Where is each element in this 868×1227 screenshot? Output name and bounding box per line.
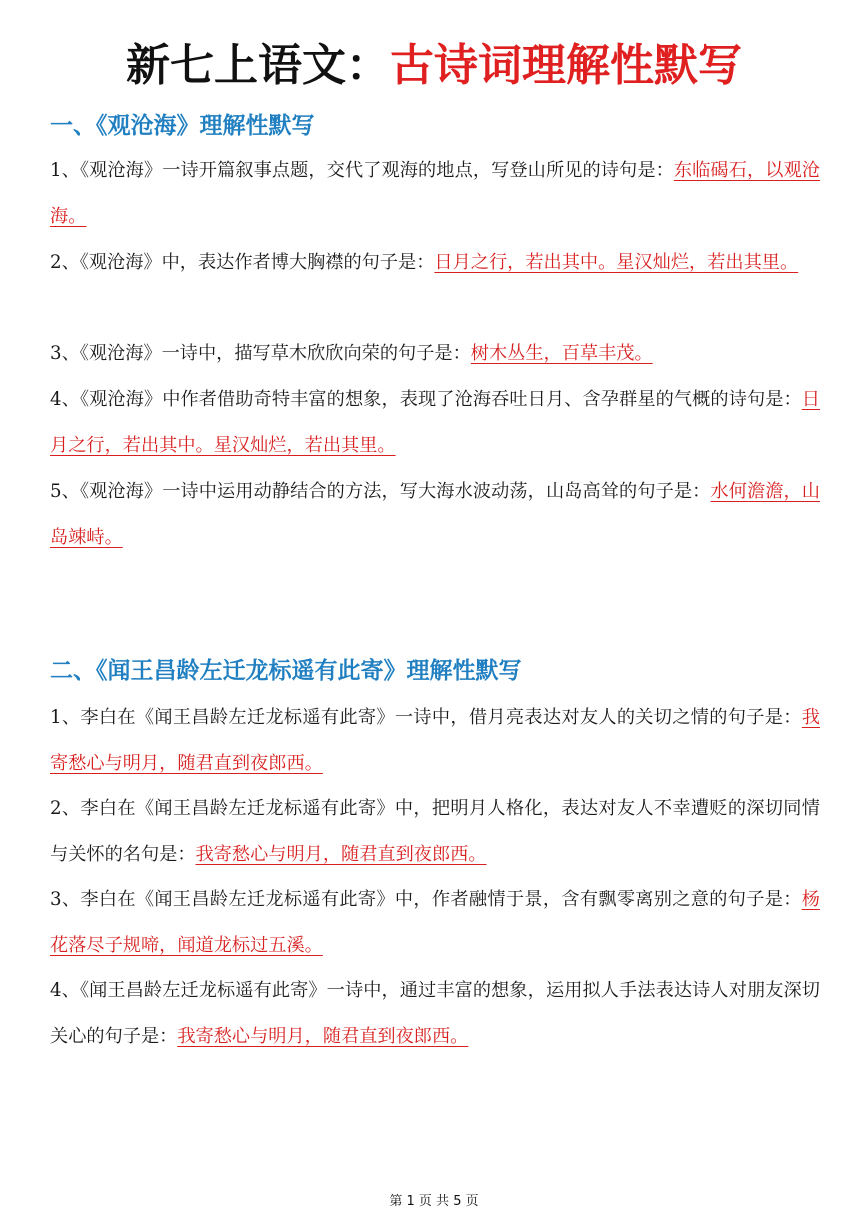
section-heading-guancanghai: 一、《观沧海》理解性默写: [50, 113, 315, 139]
question-text: 2、《观沧海》中，表达作者博大胸襟的句子是：: [50, 252, 435, 273]
question-item: [50, 377, 820, 469]
answer-text: 我寄愁心与明月，随君直到夜郎西。: [50, 707, 820, 774]
answer-text: 日月之行，若出其中。星汉灿烂，若出其里。: [434, 252, 799, 273]
answer-text: 我寄愁心与明月，随君直到夜郎西。: [177, 1026, 469, 1047]
answer-text: 树木丛生，百草丰茂。: [470, 343, 653, 364]
answer-text: 日月之行，若出其中。星汉灿烂，若出其里。: [50, 389, 820, 456]
question-item: [50, 968, 820, 1060]
question-item: [50, 331, 820, 377]
page-title: [0, 36, 868, 96]
question-text: 1、李白在《闻王昌龄左迁龙标遥有此寄》一诗中，借月亮表达对友人的关切之情的句子是：: [50, 707, 802, 728]
question-text: 3、李白在《闻王昌龄左迁龙标遥有此寄》中，作者融情于景，含有飘零离别之意的句子是：: [50, 889, 802, 910]
question-text: 5、《观沧海》一诗中运用动静结合的方法，写大海水波动荡，山岛高耸的句子是：: [50, 481, 711, 502]
section-heading-wenwangchangling: 二、《闻王昌龄左迁龙标遥有此寄》理解性默写: [50, 658, 522, 684]
question-text: 4、《观沧海》中作者借助奇特丰富的想象，表现了沧海吞吐日月、含孕群星的气概的诗句是：: [50, 389, 802, 410]
question-item: [50, 469, 820, 561]
question-item: [50, 877, 820, 969]
question-text: 1、《观沧海》一诗开篇叙事点题，交代了观海的地点，写登山所见的诗句是：: [50, 160, 674, 181]
question-item: [50, 786, 820, 878]
answer-text: 我寄愁心与明月，随君直到夜郎西。: [195, 844, 487, 865]
question-item: [50, 240, 820, 286]
question-text: 2、李白在《闻王昌龄左迁龙标遥有此寄》中，把明月人格化，表达对友人不幸遭贬的深切同情与关怀的名句是：: [50, 798, 820, 865]
question-item: [50, 148, 820, 240]
answer-text: 东临碣石，以观沧海。: [50, 160, 820, 227]
question-text: 3、《观沧海》一诗中，描写草木欣欣向荣的句子是：: [50, 343, 471, 364]
question-item: [50, 695, 820, 787]
answer-text: 杨花落尽子规啼，闻道龙标过五溪。: [50, 889, 820, 956]
title-prefix: 新七上语文：: [126, 40, 390, 91]
question-text: 4、《闻王昌龄左迁龙标遥有此寄》一诗中，通过丰富的想象，运用拟人手法表达诗人对朋友深切关心的句子是：: [50, 980, 820, 1047]
title-main: 古诗词理解性默写: [390, 40, 742, 91]
page-number: 第 1 页 共 5 页: [389, 1194, 479, 1209]
answer-text: 水何澹澹，山岛竦峙。: [50, 481, 820, 548]
